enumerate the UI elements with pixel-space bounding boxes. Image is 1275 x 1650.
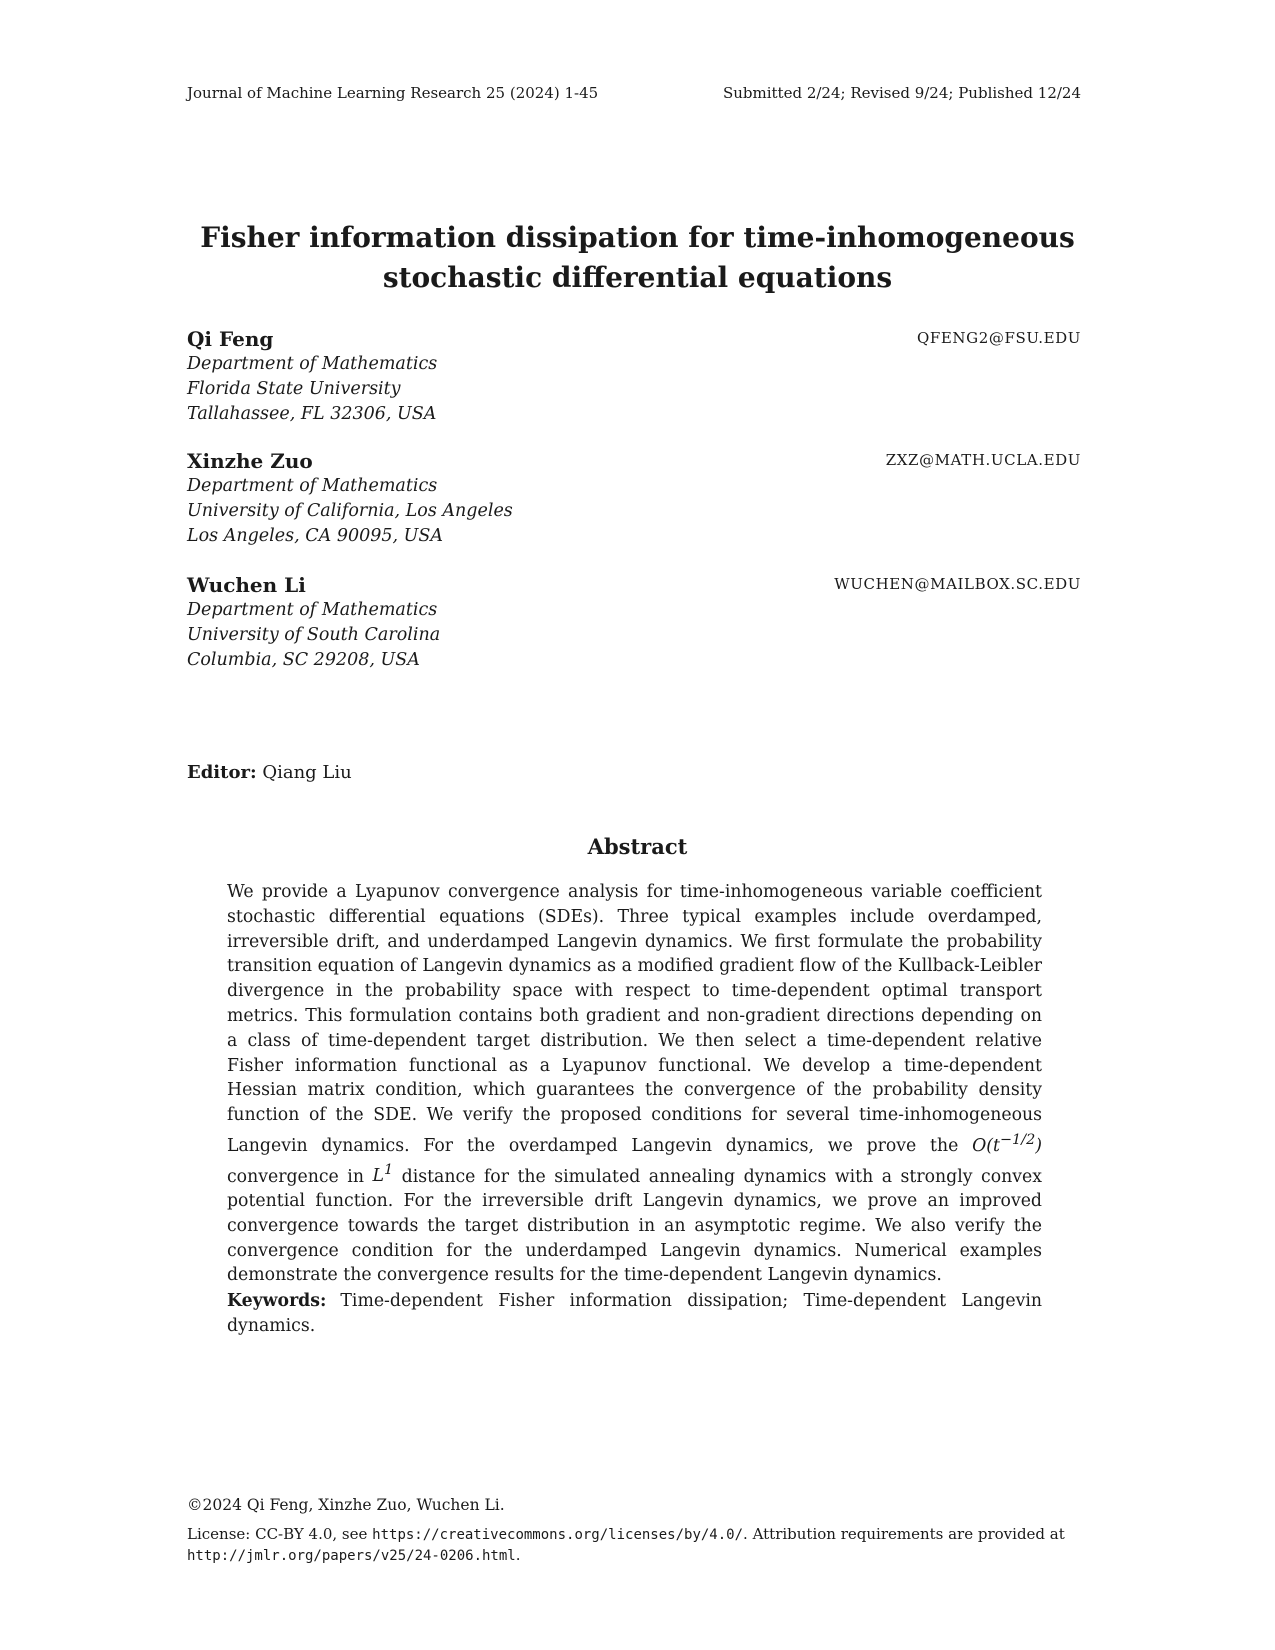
affiliation-line: Florida State University (187, 379, 401, 399)
keywords-label: Keywords: (227, 1291, 327, 1311)
author-name: Wuchen Li (187, 573, 306, 597)
paper-link[interactable]: http://jmlr.org/papers/v25/24-0206.html (187, 1548, 516, 1564)
author-email[interactable]: WUCHEN@MAILBOX.SC.EDU (834, 575, 1081, 593)
journal-header: Journal of Machine Learning Research 25 (2024) 1-45 (187, 84, 599, 102)
abstract-part-1: We provide a Lyapunov convergence analysis for time-inhomogeneous variable coefficient stochastic differential equations (SDEs). Three typical examples include overdamped, irreversible drift, and underdamped Langevin dynamics. We first formulate the probability transition equation of Langevin dynamics as a modified gradient flow of the Kullback-Leibler divergence in the probability space with respect to time-dependent optimal transport metrics. This formulation contains both gradient and non-gradient directions depending on a class of time-dependent target distribution. We then select a time-dependent relative Fisher information functional as a Lyapunov functional. We develop a time-dependent Hessian matrix condition, which guarantees the convergence of the probability density function of the SDE. We verify the proposed conditions for several time-inhomogeneous Langevin dynamics. For the overdamped Langevin dynamics, we prove the (227, 882, 1042, 1156)
affiliation-line: Department of Mathematics (187, 476, 438, 496)
affiliation-line: University of California, Los Angeles (187, 501, 513, 521)
editor-label: Editor: (187, 762, 257, 783)
author-block-2 (187, 448, 1081, 549)
affiliation-line: Department of Mathematics (187, 354, 438, 374)
license-link[interactable]: https://creativecommons.org/licenses/by/4.0/ (372, 1527, 744, 1543)
affiliation-line: Tallahassee, FL 32306, USA (187, 404, 437, 424)
abstract-part-3: distance for the simulated annealing dynamics with a strongly convex potential function. For the irreversible drift Langevin dynamics, we prove an improved convergence towards the target distribution in an asymptotic regime. We also verify the convergence condition for the underdamped Langevin dynamics. Numerical examples demonstrate the convergence results for the time-dependent Langevin dynamics. (227, 1166, 1042, 1286)
abstract-text (227, 880, 1042, 1288)
affiliation-line: Columbia, SC 29208, USA (187, 650, 420, 670)
keywords (227, 1289, 1042, 1339)
math-big-o: $O(t^{-1/2})$ (972, 1131, 1042, 1156)
copyright-notice: ©2024 Qi Feng, Xinzhe Zuo, Wuchen Li. (187, 1496, 505, 1514)
author-block-3 (187, 572, 1081, 673)
math-l1: $L^1$ (372, 1162, 394, 1187)
author-name: Xinzhe Zuo (187, 449, 313, 473)
abstract-part-2: convergence in (227, 1166, 373, 1187)
publication-dates: Submitted 2/24; Revised 9/24; Published 12/24 (722, 84, 1081, 102)
keywords-text: Time-dependent Fisher information dissipation; Time-dependent Langevin dynamics. (227, 1291, 1042, 1336)
title-line-1: Fisher information dissipation for time-inhomogeneous (200, 221, 1075, 254)
abstract-heading: Abstract (587, 834, 688, 859)
affiliation-line: Los Angeles, CA 90095, USA (187, 526, 443, 546)
license-notice: License: CC-BY 4.0, see https://creativecommons.org/licenses/by/4.0/. Attribution requirements are provided at http://jmlr.org/papers/v25/24-0206.html. (187, 1525, 1065, 1564)
affiliation-line: University of South Carolina (187, 625, 441, 645)
editor-name: Qiang Liu (262, 762, 352, 783)
author-block-1 (187, 326, 1081, 427)
title-line-2: stochastic differential equations (382, 261, 893, 294)
author-email[interactable]: QFENG2@FSU.EDU (916, 329, 1081, 347)
affiliation-line: Department of Mathematics (187, 600, 438, 620)
editor-line (187, 762, 352, 783)
paper-title (150, 218, 1125, 298)
author-name: Qi Feng (187, 327, 274, 351)
author-email[interactable]: ZXZ@MATH.UCLA.EDU (885, 451, 1081, 469)
